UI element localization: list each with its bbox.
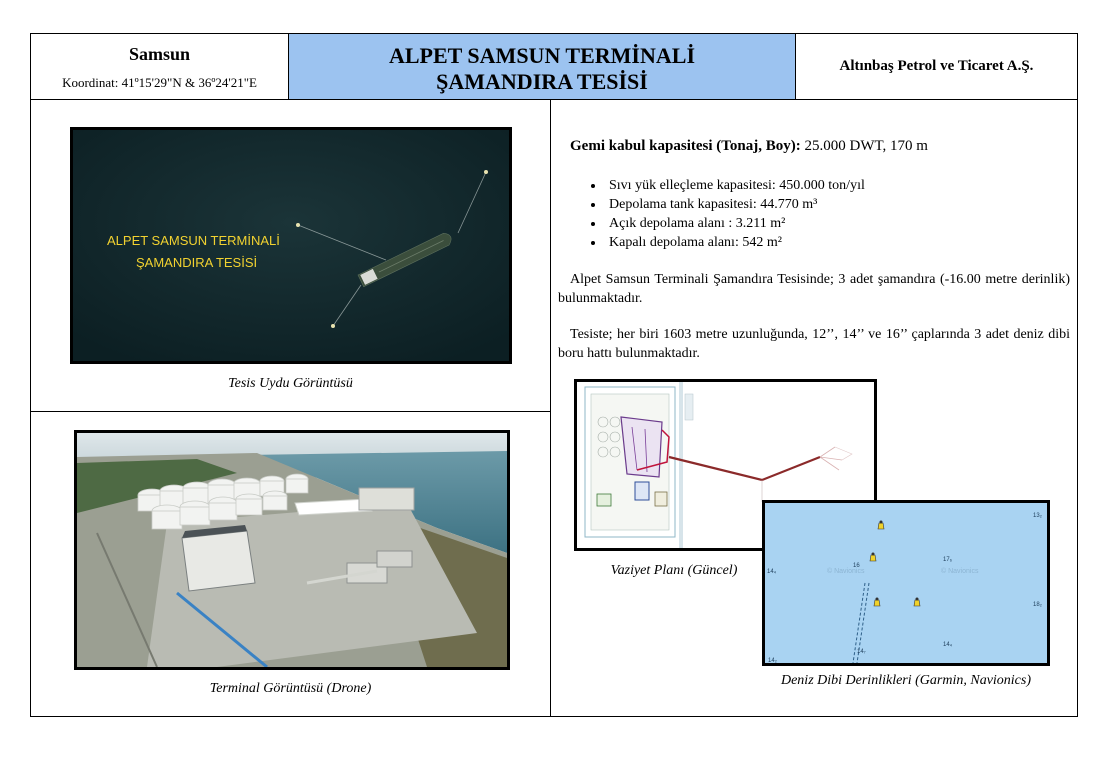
watermark-1: © Navionics	[827, 568, 865, 575]
company-name: Altınbaş Petrol ve Ticaret A.Ş.	[839, 58, 1034, 74]
satellite-image	[70, 127, 512, 364]
watermark-2: © Navionics	[941, 568, 979, 575]
list-item: • Kapalı depolama alanı: 542 m²	[605, 233, 865, 252]
list-item: • Sıvı yük elleçleme kapasitesi: 450.000 ton/yıl	[605, 176, 865, 195]
depth-label: 14₄	[767, 569, 777, 575]
buoy-1	[296, 223, 300, 227]
buoy-2	[484, 170, 488, 174]
depth-label: 18₂	[1033, 602, 1043, 608]
vessel-capacity	[570, 138, 928, 155]
depth-label: 14₂	[768, 658, 778, 663]
depth-chart-image	[762, 500, 1050, 666]
drone-image	[74, 430, 510, 670]
depth-label: 14₇	[857, 649, 866, 655]
list-item: • Açık depolama alanı : 3.211 m²	[605, 214, 865, 233]
buoy-paragraph: Alpet Samsun Terminali Şamandıra Tesisinde; 3 adet şamandıra (-16.00 metre derinlik) bulunmaktadır.	[558, 272, 1070, 306]
depth-chart-caption: Deniz Dibi Derinlikleri (Garmin, Navionics)	[780, 673, 1032, 688]
depth-chart-drawing	[765, 503, 1047, 663]
site-plan-caption: Vaziyet Planı (Güncel)	[610, 563, 738, 578]
capacity-value: 25.000 DWT, 170 m	[800, 138, 928, 154]
depth-label: 14₄	[943, 642, 953, 648]
city-name: Samsun	[128, 44, 191, 64]
drone-drawing	[77, 433, 507, 667]
depth-label: 13₂	[1033, 513, 1043, 519]
pipeline-paragraph: Tesiste; her biri 1603 metre uzunluğunda, 12’’, 14’’ ve 16’’ çaplarında 3 adet deniz dibi boru hattı bulunmaktadır.	[558, 327, 1070, 361]
depth-label: 17₆	[943, 557, 953, 563]
buoy-3	[331, 324, 335, 328]
satellite-label-1: ALPET SAMSUN TERMİNALİ	[107, 233, 280, 248]
coordinates: Koordinat: 41º15'29"N & 36º24'21"E	[62, 75, 257, 90]
list-item: • Depolama tank kapasitesi: 44.770 m³	[605, 195, 865, 214]
drone-caption: Terminal Görüntüsü (Drone)	[209, 681, 372, 696]
warehouse	[359, 488, 414, 510]
office-building	[182, 531, 255, 591]
capacity-label: Gemi kabul kapasitesi (Tonaj, Boy):	[570, 138, 801, 154]
satellite-drawing	[73, 130, 509, 361]
tank-farm-area	[621, 417, 662, 477]
header-title-cell	[288, 33, 796, 100]
satellite-label-2: ŞAMANDIRA TESİSİ	[136, 255, 258, 270]
page-title	[289, 43, 795, 95]
header-location-cell	[30, 33, 289, 100]
capacity-list	[583, 176, 865, 252]
header-company-cell	[795, 33, 1078, 100]
depth-label: 16	[853, 563, 860, 569]
title-line-1: ALPET SAMSUN TERMİNALİ	[388, 43, 696, 68]
title-line-2: ŞAMANDIRA TESİSİ	[436, 69, 648, 94]
satellite-caption: Tesis Uydu Görüntüsü	[228, 376, 353, 391]
